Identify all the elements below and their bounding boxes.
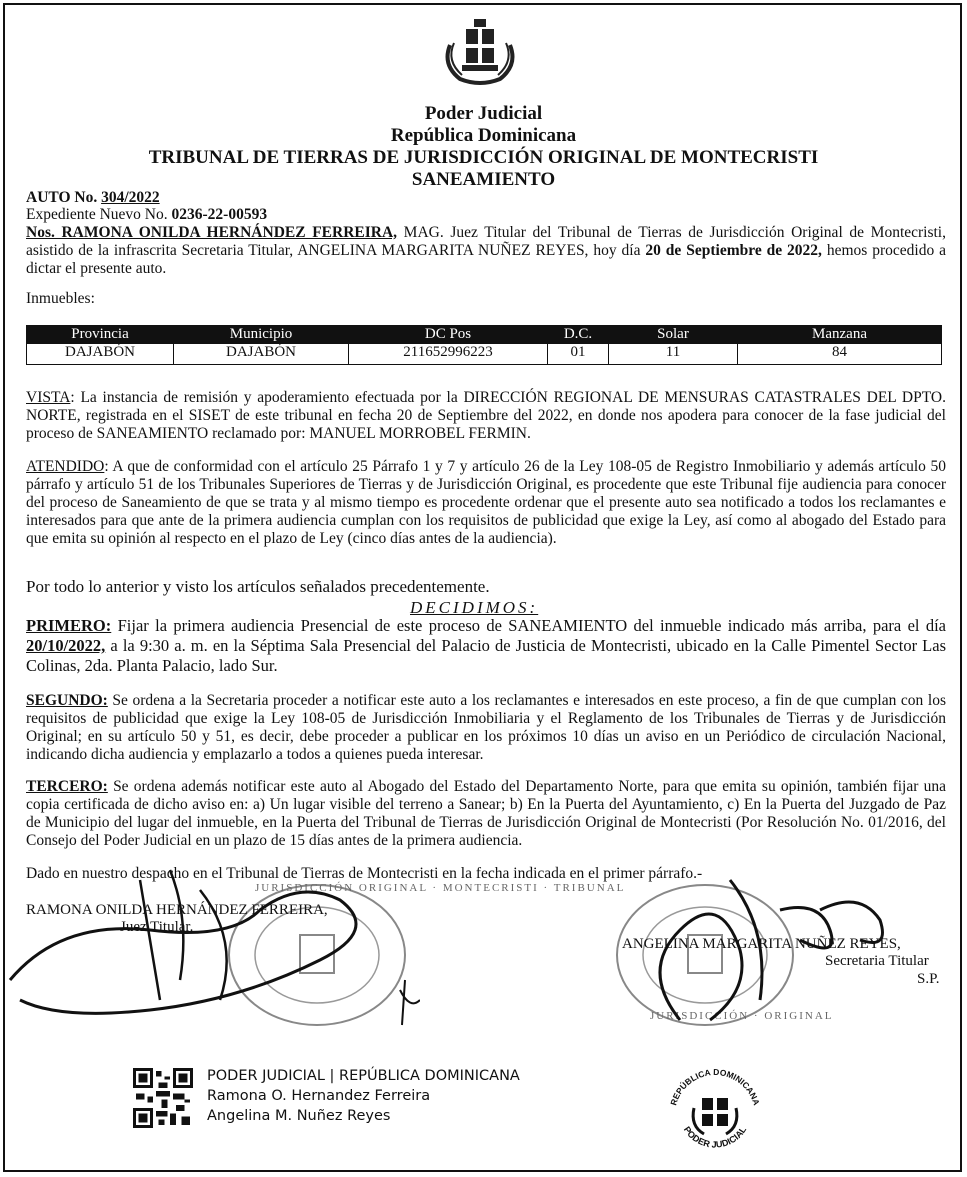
intro-text: MAG. Juez Titular del Tribunal de Tierras de Jurisdicción Original de Montecristi, asistido de la infrascrita Secretaria Titular, ANGELINA MARGARITA NUÑEZ REYES, hoy día bbox=[26, 224, 946, 259]
footer-institution: PODER JUDICIAL | REPÚBLICA DOMINICANA bbox=[207, 1068, 520, 1084]
tercero-label: TERCERO: bbox=[26, 778, 108, 795]
expediente-label: Expediente Nuevo No. bbox=[26, 206, 168, 223]
seal-bottom-text: PODER JUDICIAL bbox=[681, 1124, 749, 1150]
segundo-paragraph bbox=[26, 692, 946, 764]
vista-label: VISTA bbox=[26, 389, 71, 406]
auto-label: AUTO No. bbox=[26, 189, 98, 206]
segundo-label: SEGUNDO: bbox=[26, 692, 108, 709]
vista-paragraph bbox=[26, 389, 946, 443]
cell-municipio: DAJABÓN bbox=[174, 344, 349, 365]
judge-signature-icon bbox=[0, 860, 420, 1030]
auto-value: 304/2022 bbox=[101, 189, 160, 206]
expediente-value: 0236-22-00593 bbox=[171, 206, 268, 223]
poder-judicial-seal-icon bbox=[660, 1060, 770, 1170]
coat-of-arms-icon bbox=[440, 15, 520, 87]
header-republica: República Dominicana bbox=[390, 125, 577, 146]
judge-name-intro: Nos. RAMONA ONILDA HERNÁNDEZ FERREIRA, bbox=[26, 224, 398, 241]
segundo-text: Se ordena a la Secretaria proceder a notificar este auto a los reclamantes e interesados en este proceso, a fin de que cumplan con los requisitos de publicidad que exige la Ley 108-05 de Jurisdicción Inmobiliaria y el Reglamento de los Tribunales de Tierras y de Jurisdicción Original; en su artículo 50 y 51, es decir, debe proceder a publicar en los próximos 10 días un aviso en un Periódico de circulación Nacional, indicando dicha audiencia y emplazarlo a todos a quienes pueda interesar. bbox=[26, 692, 946, 763]
secretary-name: ANGELINA MARGARITA NUÑEZ REYES, bbox=[622, 936, 901, 952]
col-municipio: Municipio bbox=[174, 326, 349, 344]
svg-text:PODER JUDICIAL bbox=[682, 1124, 749, 1149]
cell-solar: 11 bbox=[609, 344, 738, 365]
qr-code-icon bbox=[133, 1068, 193, 1128]
header-poder-judicial: Poder Judicial bbox=[424, 103, 543, 124]
footer-secretary: Angelina M. Nuñez Reyes bbox=[207, 1108, 391, 1124]
cell-dc-pos: 211652996223 bbox=[349, 344, 548, 365]
header-tribunal: TRIBUNAL DE TIERRAS DE JURISDICCIÓN ORIGINAL DE MONTECRISTI bbox=[148, 147, 819, 168]
col-dc: D.C. bbox=[548, 326, 609, 344]
primero-text-end: a la 9:30 a. m. en la Séptima Sala Presencial del Palacio de Justicia de Montecristi, ubicado en la Calle Pimentel Sector Las Colinas, 2da. Planta Palacio, lado Sur. bbox=[26, 636, 946, 675]
secretary-title: Secretaria Titular bbox=[825, 953, 929, 969]
col-dc-pos: DC Pos bbox=[349, 326, 548, 344]
atendido-label: ATENDIDO bbox=[26, 458, 105, 475]
vista-text: : La instancia de remisión y apoderamiento efectuada por la DIRECCIÓN REGIONAL DE MENSURAS CATASTRALES DEL DPTO. NORTE, registrada en el SISET de este tribunal en fecha 20 de Septiembre del 2022, en donde nos apodera para conocer de la fase judicial del proceso de SANEAMIENTO reclamado por: MANUEL MORROBEL FERMIN. bbox=[26, 389, 946, 442]
property-table bbox=[26, 325, 942, 365]
col-provincia: Provincia bbox=[27, 326, 174, 344]
inmuebles-label: Inmuebles: bbox=[26, 290, 95, 307]
secretary-sp: S.P. bbox=[917, 971, 940, 987]
auto-number bbox=[26, 189, 946, 207]
judge-title: Juez Titular. bbox=[120, 919, 194, 935]
primero-label: PRIMERO: bbox=[26, 616, 112, 635]
intro-date: 20 de Septiembre de 2022, bbox=[645, 242, 822, 259]
tercero-text: Se ordena además notificar este auto al Abogado del Estado del Departamento Norte, para que emita su opinión, también fijar una copia certificada de dicho aviso en: a) Un lugar visible del terreno a Sanear; b) En la Puerta del Ayuntamiento, c) En la Puerta del Juzgado de Paz de Municipio del lugar del inmueble, en la Puerta del Tribunal de Tierras de Jurisdicción Original de Montecristi (Por Resolución No. 01/2016, del Consejo del Poder Judicial en un plazo de 15 días antes de la primera audiencia. bbox=[26, 778, 946, 849]
primero-date: 20/10/2022, bbox=[26, 636, 106, 655]
stamp-left-text: JURISDICCIÓN ORIGINAL · MONTECRISTI · TRIBUNAL bbox=[255, 882, 626, 894]
judge-name: RAMONA ONILDA HERNÁNDEZ FERREIRA, bbox=[26, 902, 328, 918]
seal-top-text: REPÚBLICA DOMINICANA bbox=[668, 1066, 762, 1107]
expediente-line bbox=[26, 206, 946, 224]
cell-provincia: DAJABÓN bbox=[27, 344, 174, 365]
table-row bbox=[27, 344, 942, 365]
dado-line: Dado en nuestro despacho en el Tribunal de Tierras de Montecristi en la fecha indicada en el primer párrafo.- bbox=[26, 865, 703, 882]
footer-judge: Ramona O. Hernandez Ferreira bbox=[207, 1088, 431, 1104]
cell-dc: 01 bbox=[548, 344, 609, 365]
stamp-right-text: JURISDICCIÓN · ORIGINAL bbox=[650, 1010, 834, 1022]
col-manzana: Manzana bbox=[738, 326, 942, 344]
intro-paragraph bbox=[26, 224, 946, 278]
tercero-paragraph bbox=[26, 778, 946, 850]
header-saneamiento: SANEAMIENTO bbox=[411, 169, 556, 190]
decidimos-heading: DECIDIMOS: bbox=[410, 598, 539, 617]
primero-text: Fijar la primera audiencia Presencial de este proceso de SANEAMIENTO del inmueble indicado más arriba, para el día bbox=[111, 616, 946, 635]
primero-paragraph bbox=[26, 616, 946, 676]
intro-text-end: hemos procedido a dictar el presente auto. bbox=[26, 242, 947, 277]
cell-manzana: 84 bbox=[738, 344, 942, 365]
por-todo-line: Por todo lo anterior y visto los artículos señalados precedentemente. bbox=[26, 577, 490, 596]
table-header-row bbox=[27, 326, 942, 344]
col-solar: Solar bbox=[609, 326, 738, 344]
atendido-text: : A que de conformidad con el artículo 25 Párrafo 1 y 7 y artículo 26 de la Ley 108-05 de Registro Inmobiliario y además artículo 50 párrafo y artículo 51 de los Tribunales Superiores de Tierras y de Jurisdicción Original, es procedente que este Tribunal fije audiencia para conocer del proceso de Saneamiento de que se trata y al mismo tiempo es procedente ordenar que el presente auto sea notificado a todos los reclamantes e interesados para que ante de la primera audiencia cumplan con los requisitos de publicidad que exige la Ley, así como al abogado del Estado para que emita su opinión al respecto en el plazo de Ley (cinco días antes de la audiencia). bbox=[26, 458, 946, 547]
atendido-paragraph bbox=[26, 458, 946, 548]
